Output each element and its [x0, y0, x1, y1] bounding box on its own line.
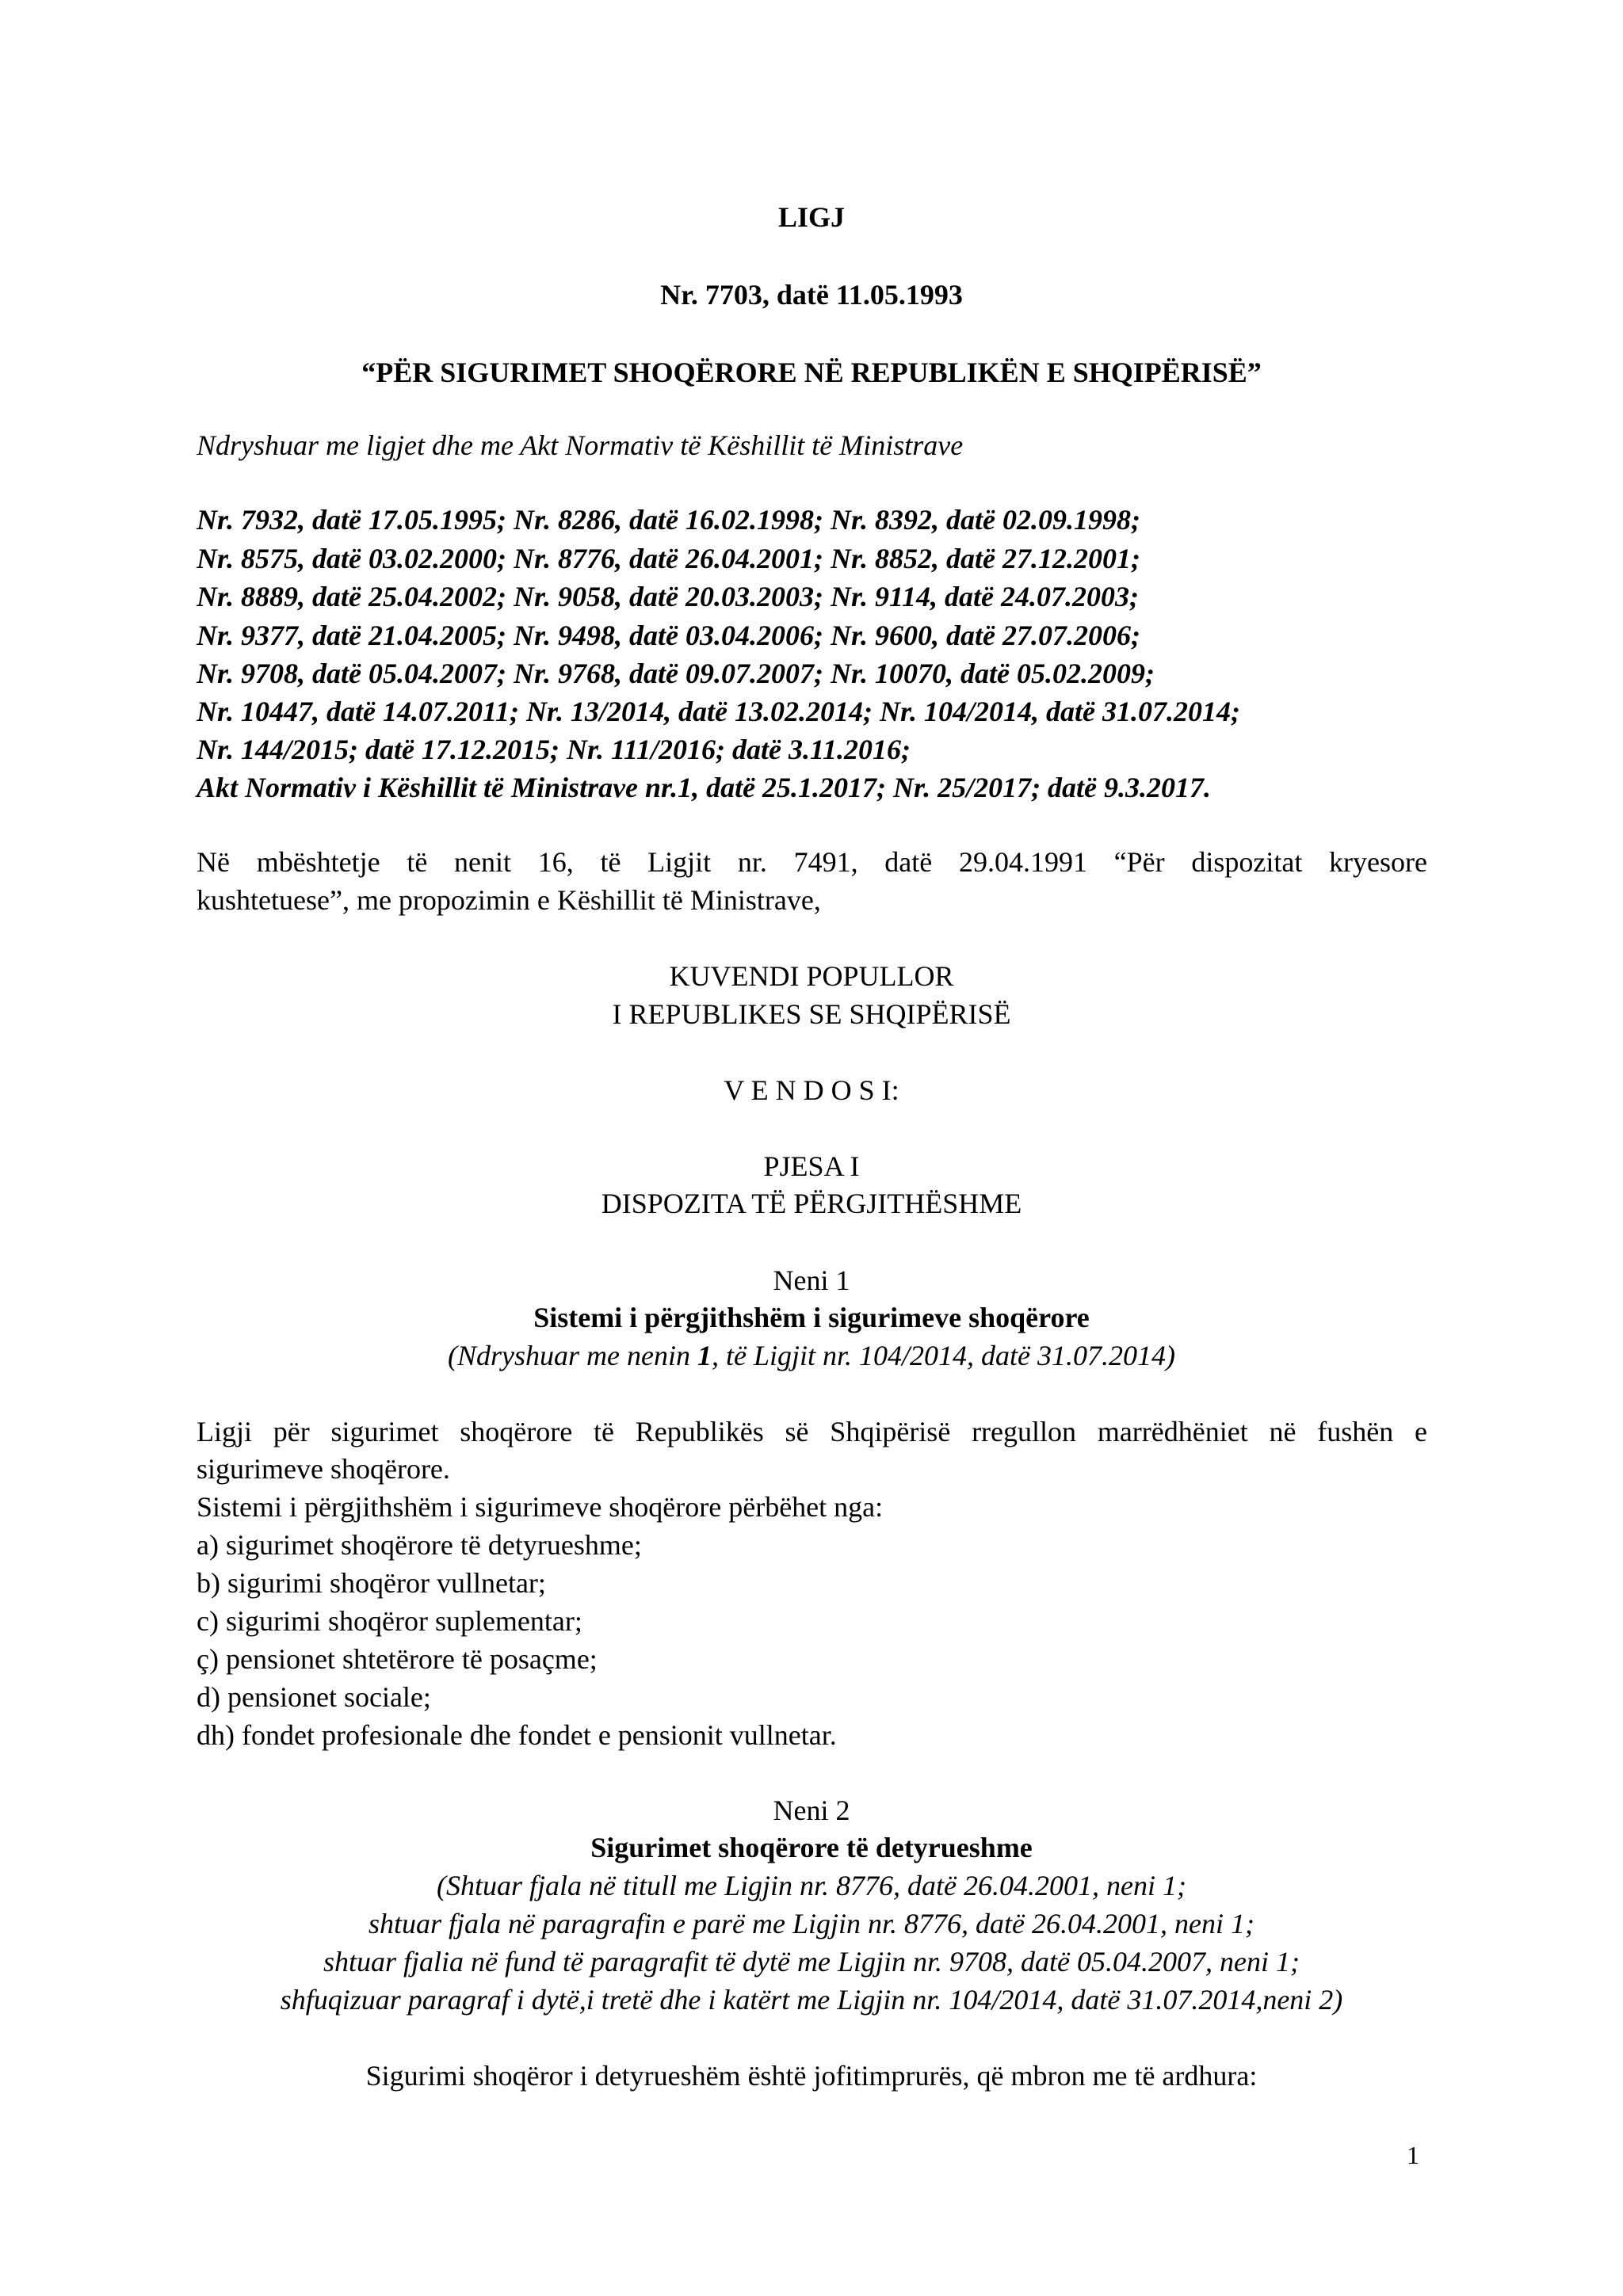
- decides-heading: V E N D O S I:: [724, 1074, 899, 1106]
- article-2-number: Neni 2: [773, 1794, 850, 1826]
- article-1-number: Neni 1: [773, 1264, 850, 1296]
- article-1-note-pre: (Ndryshuar me nenin: [448, 1340, 697, 1371]
- amendment-line: Nr. 144/2015; datë 17.12.2015; Nr. 111/2016; datë 3.11.2016;: [197, 734, 911, 765]
- part-label: PJESA I: [763, 1150, 860, 1182]
- amendment-line: Nr. 10447, datë 14.07.2011; Nr. 13/2014, datë 13.02.2014; Nr. 104/2014, datë 31.07.2014;: [197, 696, 1240, 727]
- list-item: c) sigurimi shoqëror suplementar;: [197, 1605, 582, 1637]
- list-item: b) sigurimi shoqëror vullnetar;: [197, 1567, 546, 1599]
- part-title: DISPOZITA TË PËRGJITHËSHME: [601, 1188, 1022, 1219]
- article-1-title: Sistemi i përgjithshëm i sigurimeve shoqërore: [533, 1302, 1090, 1333]
- article-2-note: shfuqizuar paragraf i dytë,i tretë dhe i katërt me Ligjin nr. 104/2014, datë 31.07.2014,neni 2): [280, 1984, 1343, 2016]
- list-item: d) pensionet sociale;: [197, 1681, 431, 1713]
- article-1-para-2: Sistemi i përgjithshëm i sigurimeve shoqërore përbëhet nga:: [197, 1491, 884, 1523]
- amendment-line: Nr. 8889, datë 25.04.2002; Nr. 9058, datë 20.03.2003; Nr. 9114, datë 24.07.2003;: [197, 581, 1139, 612]
- assembly-name-line-1: KUVENDI POPULLOR: [669, 960, 954, 992]
- assembly-name-line-2: I REPUBLIKES SE SHQIPËRISË: [612, 998, 1011, 1030]
- amendment-line: Nr. 9377, datë 21.04.2005; Nr. 9498, datë 03.04.2006; Nr. 9600, datë 27.07.2006;: [197, 620, 1140, 651]
- article-1-note: [0, 1338, 1623, 1373]
- article-1-note-post: , të Ligjit nr. 104/2014, datë 31.07.2014): [711, 1340, 1175, 1371]
- article-2-note: shtuar fjalia në fund të paragrafit të dytë me Ligjin nr. 9708, datë 05.04.2007, neni 1;: [323, 1946, 1300, 1978]
- article-1-note-num: 1: [697, 1340, 712, 1371]
- list-item: ç) pensionet shtetërore të posaçme;: [197, 1643, 598, 1675]
- article-2-text: Sigurimi shoqëror i detyrueshëm është jofitimprurës, që mbron me të ardhura:: [365, 2060, 1258, 2092]
- article-1-para-1-line-1: Ligji për sigurimet shoqërore të Republikës së Shqipërisë rregullon marrëdhëniet në fushën e: [197, 1416, 1427, 1447]
- amendment-line: Nr. 9708, datë 05.04.2007; Nr. 9768, datë 09.07.2007; Nr. 10070, datë 05.02.2009;: [197, 658, 1155, 689]
- amendment-line: Nr. 7932, datë 17.05.1995; Nr. 8286, datë 16.02.1998; Nr. 8392, datë 02.09.1998;: [197, 504, 1140, 536]
- law-subject: “PËR SIGURIMET SHOQËRORE NË REPUBLIKËN E SHQIPËRISË”: [361, 357, 1262, 388]
- amendment-line: Nr. 8575, datë 03.02.2000; Nr. 8776, datë 26.04.2001; Nr. 8852, datë 27.12.2001;: [197, 543, 1140, 574]
- list-item: dh) fondet profesionale dhe fondet e pensionit vullnetar.: [197, 1719, 837, 1751]
- amendment-line: Akt Normativ i Këshillit të Ministrave nr.1, datë 25.1.2017; Nr. 25/2017; datë 9.3.2017.: [197, 772, 1212, 803]
- law-title: LIGJ: [777, 201, 846, 233]
- page-number: 1: [1407, 2141, 1419, 2169]
- list-item: a) sigurimet shoqërore të detyrueshme;: [197, 1529, 642, 1561]
- article-2-note: (Shtuar fjala në titull me Ligjin nr. 8776, datë 26.04.2001, neni 1;: [437, 1870, 1186, 1901]
- article-1-para-1-line-2: sigurimeve shoqërore.: [197, 1453, 450, 1485]
- law-number: Nr. 7703, datë 11.05.1993: [660, 279, 963, 311]
- amendments-intro: Ndryshuar me ligjet dhe me Akt Normativ të Këshillit të Ministrave: [197, 429, 964, 461]
- article-2-title: Sigurimet shoqërore të detyrueshme: [590, 1832, 1033, 1863]
- preamble-line-2: kushtetuese”, me propozimin e Këshillit të Ministrave,: [197, 884, 821, 916]
- article-2-note: shtuar fjala në paragrafin e parë me Ligjin nr. 8776, datë 26.04.2001, neni 1;: [369, 1908, 1254, 1939]
- preamble-line-1: Në mbështetje të nenit 16, të Ligjit nr. 7491, datë 29.04.1991 “Për dispozitat kryesore: [197, 846, 1427, 878]
